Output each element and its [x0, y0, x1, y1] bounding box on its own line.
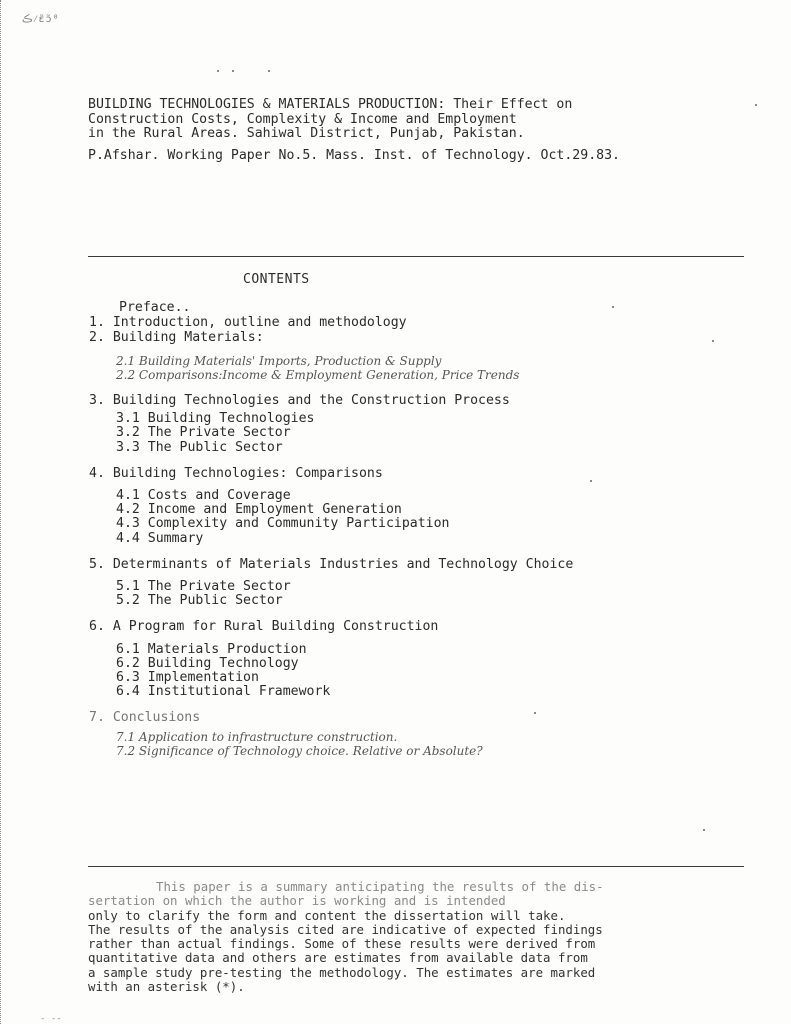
document-header: [88, 98, 758, 163]
footnote-line: This paper is a summary anticipating the results of the dis-: [156, 879, 604, 894]
footnote-line: only to clarify the form and content the dissertation will take.: [88, 907, 566, 923]
toc-subsections-2: [89, 354, 759, 382]
toc-subsections-7: [89, 730, 759, 758]
scan-speck: [703, 829, 705, 831]
footnote-line: sertation on which the author is working and is intended: [88, 893, 506, 909]
scan-speck: [712, 340, 714, 342]
top-divider: [88, 256, 744, 257]
toc-subsection: 4.3 Complexity and Community Participation: [116, 516, 450, 532]
toc-subsections-5: [89, 580, 759, 608]
toc-section-5: 5. Determinants of Materials Industries and Technology Choice: [89, 556, 574, 572]
table-of-contents: [89, 301, 759, 758]
footnote-line: quantitative data and others are estimates from available data from: [88, 950, 588, 966]
footnote-line: a sample study pre-testing the methodology. The estimates are marked: [88, 964, 596, 980]
toc-section-6: 6. A Program for Rural Building Construction: [89, 619, 439, 635]
toc-preface: Preface..: [119, 300, 191, 315]
toc-subsection: 6.1 Materials Production: [116, 641, 307, 657]
scan-speck: [217, 70, 219, 72]
title-line-1: BUILDING TECHNOLOGIES & MATERIALS PRODUCTION: Their Effect on: [88, 97, 573, 112]
toc-section-4: 4. Building Technologies: Comparisons: [89, 465, 383, 481]
toc-subsections-3: [89, 412, 759, 455]
toc-subsection: 6.3 Implementation: [116, 670, 259, 686]
footnote-line: The results of the analysis cited are indicative of expected findings: [88, 921, 603, 937]
toc-section-2: 2. Building Materials:: [89, 330, 264, 346]
toc-subsection: 7.1 Application to infrastructure construction.: [116, 729, 398, 744]
toc-subsection: 5.2 The Public Sector: [116, 593, 283, 609]
toc-subsection: 6.2 Building Technology: [116, 655, 299, 671]
toc-subsection: 4.4 Summary: [116, 530, 204, 546]
toc-subsection: 3.2 The Private Sector: [116, 425, 291, 441]
toc-subsection: 4.1 Costs and Coverage: [116, 488, 291, 504]
toc-section-3: 3. Building Technologies and the Construction Process: [89, 393, 510, 409]
toc-subsection: 7.2 Significance of Technology choice. Relative or Absolute?: [116, 743, 483, 758]
footnote-line: with an asterisk (*).: [88, 979, 245, 995]
footnote-divider: [88, 866, 744, 867]
bottom-mark: - --: [40, 1014, 62, 1024]
toc-subsection: 4.2 Income and Employment Generation: [116, 502, 402, 518]
toc-subsection: 2.2 Comparisons:Income & Employment Generation, Price Trends: [116, 367, 520, 382]
scan-speck: [232, 70, 234, 72]
citation-line: P.Afshar. Working Paper No.5. Mass. Inst. of Technology. Oct.29.83.: [88, 147, 620, 163]
scan-speck: [612, 306, 614, 308]
toc-subsection: 5.1 The Private Sector: [116, 579, 291, 595]
toc-subsection: 3.1 Building Technologies: [116, 411, 315, 427]
contents-title: CONTENTS: [243, 272, 310, 287]
footnote-line: rather than actual findings. Some of these results were derived from: [88, 936, 596, 952]
scan-speck: [534, 712, 536, 714]
title-line-3: in the Rural Areas. Sahiwal District, Punjab, Pakistan.: [88, 126, 525, 141]
toc-subsection: 6.4 Institutional Framework: [116, 684, 331, 700]
page-left-edge: [0, 0, 7, 1024]
toc-subsection: 3.3 The Public Sector: [116, 439, 283, 455]
scan-speck: [268, 70, 270, 72]
toc-subsection: 2.1 Building Materials' Imports, Production & Supply: [116, 353, 442, 368]
toc-subsections-6: [89, 643, 759, 700]
scan-speck: [590, 480, 592, 482]
corner-mark: ڪ⁄ɛ̃ɔ̃⁰: [22, 14, 60, 25]
scan-speck: [755, 104, 757, 106]
toc-subsections-4: [89, 489, 759, 546]
footnote: [88, 880, 748, 994]
toc-section-1: 1. Introduction, outline and methodology: [89, 315, 407, 331]
toc-section-7: 7. Conclusions: [89, 710, 201, 726]
title-line-2: Construction Costs, Complexity & Income and Employment: [88, 111, 517, 127]
